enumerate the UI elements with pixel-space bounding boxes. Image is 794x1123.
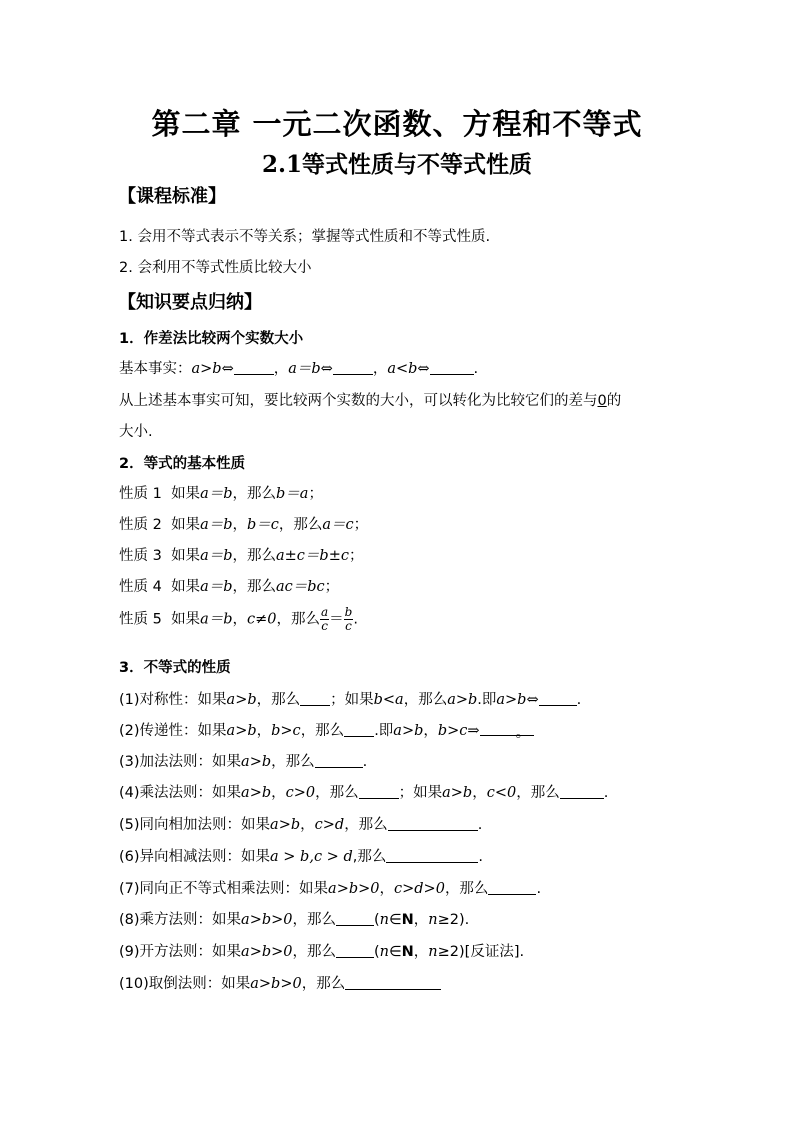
text-fragment: (8)乘方法则：如果 — [119, 912, 242, 928]
fill-blank — [300, 691, 330, 706]
text-fragment: (4)乘法法则：如果 — [119, 785, 242, 801]
basic-fact-explanation-tail: 大小. — [119, 424, 153, 440]
text-fragment: 性质 2 — [119, 517, 162, 533]
chapter-title: 第二章 一元二次函数、方程和不等式 — [151, 107, 643, 141]
text-fragment: ； — [348, 548, 364, 564]
equality-property-2 — [119, 513, 368, 534]
fill-blank — [315, 753, 363, 768]
text-fragment: . — [477, 817, 483, 833]
text-fragment: (3)加法法则：如果 — [119, 754, 242, 770]
fill-blank — [359, 784, 399, 799]
text-fragment: (6)异向相减法则：如果 — [119, 849, 271, 865]
text-fragment: a>b — [241, 785, 272, 801]
text-fragment: c>0 — [285, 785, 316, 801]
subsection-title-1: 1．作差法比较两个实数大小 — [119, 331, 304, 347]
text-fragment: n — [379, 912, 390, 928]
text-fragment: n — [428, 944, 438, 960]
text-fragment: a>b — [393, 723, 424, 739]
fill-blank — [539, 691, 577, 706]
fill-blank — [388, 816, 478, 831]
equality-property-4 — [119, 575, 339, 596]
text-fragment: a>b>0 — [241, 944, 293, 960]
text-fragment: a>b>0 — [250, 976, 302, 992]
text-fragment: ， — [423, 723, 438, 739]
fill-blank — [560, 784, 604, 799]
inequality-rule-6 — [119, 845, 483, 866]
text-fragment: ，那么 — [444, 881, 489, 897]
text-fragment: ，那么 — [300, 723, 345, 739]
text-fragment: a±c＝b±c — [276, 548, 349, 564]
equality-property-5 — [119, 606, 358, 633]
text-fragment: ，那么 — [315, 785, 359, 801]
text-fragment: b＝c — [247, 517, 279, 533]
text-fragment: ,那么 — [352, 849, 387, 865]
text-fragment: c≠0 — [247, 611, 277, 628]
knowledge-heading: 【知识要点归纳】 — [118, 292, 262, 313]
text-fragment: 如果 — [171, 486, 201, 502]
basic-fact-label: 基本事实： — [119, 361, 192, 377]
text-fragment: .即 — [374, 723, 394, 739]
inequality-rule-9 — [119, 940, 524, 961]
text-fragment: a＝b — [200, 548, 233, 564]
text-fragment: ∈ — [389, 944, 402, 960]
text-fragment: . — [473, 361, 479, 377]
text-fragment: a＝b — [200, 611, 233, 628]
equality-property-3 — [119, 544, 363, 565]
text-fragment: a＝b — [200, 579, 233, 595]
text-fragment: ；如果 — [330, 692, 374, 708]
text-fragment: ，那么 — [292, 944, 336, 960]
text-fragment: c>d — [314, 817, 345, 833]
inequality-rule-10 — [119, 972, 441, 993]
text-fragment: 性质 4 — [119, 579, 162, 595]
text-fragment: n — [379, 944, 390, 960]
text-fragment: ac＝bc — [276, 579, 325, 595]
fill-blank — [344, 722, 374, 737]
text-fragment: ； — [324, 579, 340, 595]
text-fragment: ＝ — [329, 611, 344, 628]
fact-2: a＝b⇔ — [288, 361, 333, 377]
subsection-title-2: 2．等式的基本性质 — [119, 456, 246, 472]
text-fragment: b — [344, 605, 353, 619]
text-fragment: a>b>0 — [328, 881, 380, 897]
text-fragment: ， — [256, 723, 272, 739]
inequality-rule-5 — [119, 813, 482, 834]
text-fragment: (9)开方法则：如果 — [119, 944, 242, 960]
text-fragment: ，那么 — [232, 548, 276, 564]
inequality-rule-4 — [119, 781, 608, 802]
equality-property-1 — [119, 482, 323, 503]
text-fragment: . — [603, 785, 609, 801]
text-fragment: ， — [379, 881, 394, 897]
text-fragment: 如果 — [171, 517, 201, 533]
text-fragment: ， — [472, 785, 487, 801]
text-fragment: 性质 5 — [119, 611, 162, 628]
text-fragment: ， — [413, 944, 429, 960]
text-fragment: ；如果 — [398, 785, 443, 801]
text-fragment: n — [428, 912, 438, 928]
text-fragment: 性质 1 — [119, 486, 162, 502]
text-fragment: ，那么 — [256, 692, 301, 708]
text-fragment: (5)同向相加法则：如果 — [119, 817, 271, 833]
text-fragment: a>b — [241, 754, 272, 770]
text-fragment: ，那么 — [301, 976, 346, 992]
text-fragment: c — [345, 619, 352, 633]
text-fragment: . — [362, 754, 368, 770]
text-fragment: ，那么 — [344, 817, 388, 833]
inequality-rule-7 — [119, 877, 541, 898]
inequality-rule-8 — [119, 908, 469, 929]
text-fragment: 。 — [515, 725, 531, 741]
text-fragment: ， — [232, 517, 247, 533]
text-fragment: ∈ — [389, 912, 402, 928]
inequality-rule-1 — [119, 688, 581, 709]
text-fragment: a>b — [442, 785, 473, 801]
text-fragment: (1)对称性：如果 — [119, 692, 227, 708]
text-fragment: ； — [308, 486, 323, 502]
text-fragment: 如果 — [171, 548, 201, 564]
fact-1: a>b⇔ — [191, 361, 234, 377]
fill-blank — [333, 360, 373, 375]
fill-blank — [480, 721, 534, 741]
text-fragment: ， — [300, 817, 315, 833]
curriculum-item-1: 1. 会用不等式表示不等关系；掌握等式性质和不等式性质. — [119, 229, 491, 245]
text-fragment: ≥2)[反证法]. — [437, 944, 525, 960]
text-fragment: (7)同向正不等式相乘法则：如果 — [119, 881, 329, 897]
text-fragment: ，那么 — [232, 579, 276, 595]
text-fragment: ，那么 — [276, 611, 320, 628]
fill-blank — [488, 880, 536, 895]
text-fragment: ，那么 — [292, 912, 336, 928]
text-fragment: a>b⇔ — [496, 692, 539, 708]
text-fragment: a>b — [447, 692, 478, 708]
text-fragment: . — [478, 849, 483, 865]
curriculum-heading: 【课程标准】 — [118, 186, 226, 207]
text-fragment: a > b,c > d — [270, 849, 353, 865]
text-fragment: b<a — [373, 692, 404, 708]
text-fragment: 性质 3 — [119, 548, 162, 564]
basic-fact-line — [119, 357, 478, 378]
inequality-rule-2 — [119, 719, 534, 740]
text-fragment: ，那么 — [403, 692, 448, 708]
text-fragment: a＝b — [200, 486, 233, 502]
text-fragment: a＝c — [322, 517, 354, 533]
text-fragment: b>c — [271, 723, 301, 739]
text-fragment: . — [576, 692, 582, 708]
text-fragment: ， — [372, 361, 388, 377]
text-fragment: N — [401, 944, 414, 960]
text-fragment: ，那么 — [232, 486, 276, 502]
fill-blank — [430, 360, 474, 375]
text-fragment: ( — [374, 944, 380, 960]
text-fragment: 如果 — [171, 611, 201, 628]
fill-blank — [234, 360, 274, 375]
text-fragment: 从上述基本事实可知，要比较两个实数的大小，可以转化为比较它们的差与 — [119, 393, 598, 409]
text-fragment: . — [353, 611, 358, 628]
fraction-a-over-c — [320, 606, 329, 633]
text-fragment: ，那么 — [271, 754, 315, 770]
text-fragment: ，那么 — [516, 785, 560, 801]
inequality-rule-3 — [119, 750, 367, 771]
text-fragment: a＝b — [200, 517, 233, 533]
fraction-b-over-c — [344, 606, 354, 633]
text-fragment: N — [401, 912, 414, 928]
text-fragment: a — [321, 605, 329, 619]
fill-blank — [336, 943, 374, 958]
text-fragment: a>b — [226, 723, 257, 739]
fill-blank — [345, 975, 441, 990]
basic-fact-explanation — [119, 389, 621, 410]
text-fragment: a>b — [270, 817, 301, 833]
text-fragment: a>b — [226, 692, 257, 708]
zero-underlined: 0 — [597, 393, 607, 409]
text-fragment: (2)传递性：如果 — [119, 723, 227, 739]
text-fragment: a>b>0 — [241, 912, 293, 928]
text-fragment: ≥2). — [437, 912, 470, 928]
text-fragment: ， — [232, 611, 247, 628]
text-fragment: c>d>0 — [394, 881, 445, 897]
text-fragment: ，那么 — [278, 517, 323, 533]
text-fragment: ， — [413, 912, 429, 928]
text-fragment: 如果 — [171, 579, 201, 595]
text-fragment: .即 — [477, 692, 497, 708]
text-fragment: c — [321, 619, 328, 633]
text-fragment: ( — [374, 912, 380, 928]
text-fragment: 的 — [606, 393, 622, 409]
fill-blank — [386, 848, 478, 863]
text-fragment: ， — [273, 361, 289, 377]
fact-3: a<b⇔ — [387, 361, 430, 377]
curriculum-item-2: 2. 会利用不等式性质比较大小 — [119, 260, 312, 276]
subsection-title-3: 3．不等式的性质 — [119, 660, 231, 676]
text-fragment: ， — [271, 785, 286, 801]
fill-blank — [336, 911, 374, 926]
section-title: 2.1等式性质与不等式性质 — [261, 151, 532, 178]
text-fragment: c<0 — [486, 785, 517, 801]
text-fragment: . — [536, 881, 542, 897]
text-fragment: (10)取倒法则：如果 — [119, 976, 251, 992]
text-fragment: ； — [353, 517, 369, 533]
text-fragment: b>c⇒ — [437, 723, 480, 739]
text-fragment: b＝a — [276, 486, 309, 502]
